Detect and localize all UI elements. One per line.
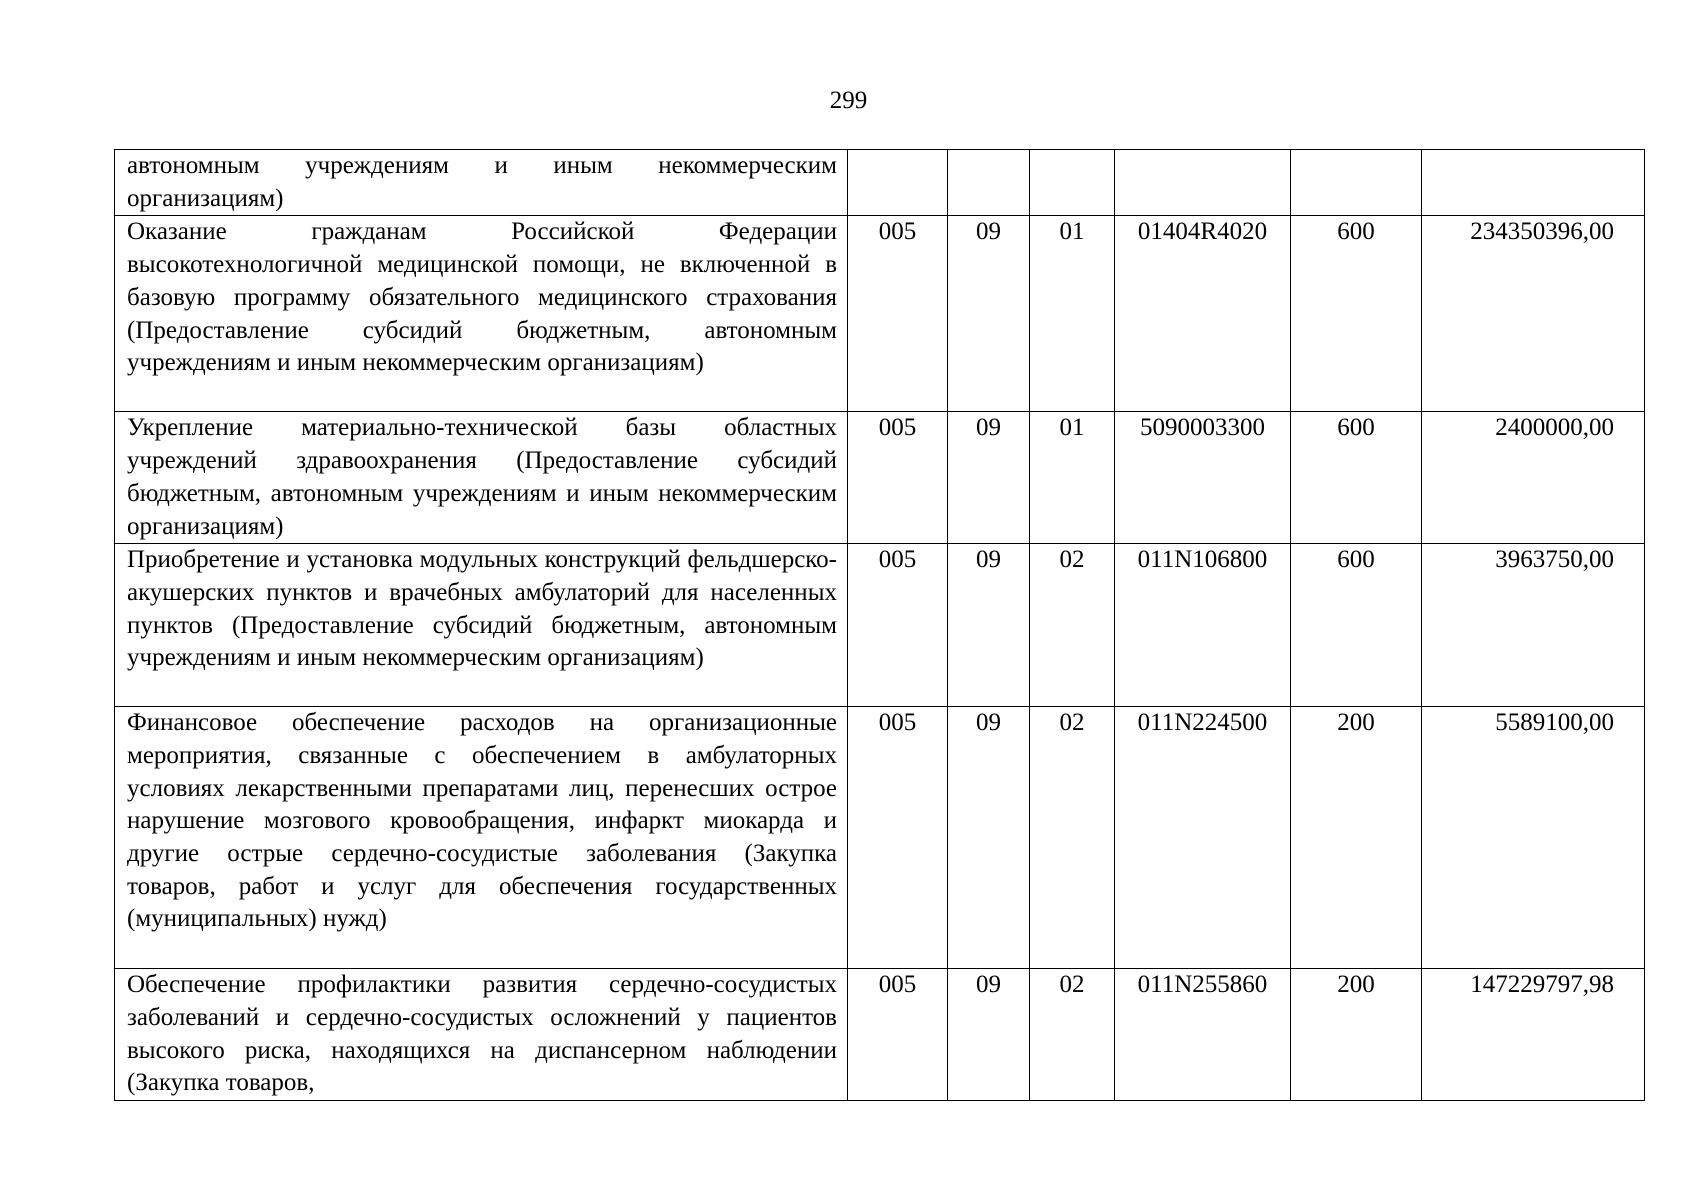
expense-type-code: 200 (1291, 969, 1422, 1101)
subsection-code: 02 (1030, 969, 1115, 1101)
section-code: 09 (948, 707, 1030, 969)
row-description: Укрепление материально-технической базы областных учреждений здравоохранения (Предоставление субсидий бюджетным, автономным учреждениям и иным некоммерческим организациям) (115, 412, 848, 544)
target-article-code: 011N106800 (1115, 544, 1291, 707)
table-row (115, 412, 1645, 544)
expense-type-code: 200 (1291, 707, 1422, 969)
section-code: 09 (948, 412, 1030, 544)
subsection-code (1030, 150, 1115, 216)
row-description: Обеспечение профилактики развития сердечно-сосудистых заболеваний и сердечно-сосудистых осложнений у пациентов высокого риска, находящихся на диспансерном наблюдении (Закупка товаров, (115, 969, 848, 1101)
section-code: 09 (948, 969, 1030, 1101)
amount: 234350396,00 (1422, 216, 1645, 412)
section-code: 09 (948, 544, 1030, 707)
page-number: 299 (829, 87, 868, 114)
ministry-code: 005 (848, 216, 948, 412)
target-article-code: 011N255860 (1115, 969, 1291, 1101)
expense-type-code: 600 (1291, 412, 1422, 544)
table-row (115, 707, 1645, 969)
subsection-code: 01 (1030, 216, 1115, 412)
ministry-code: 005 (848, 544, 948, 707)
table-row (115, 969, 1645, 1101)
subsection-code: 01 (1030, 412, 1115, 544)
amount: 5589100,00 (1422, 707, 1645, 969)
amount: 147229797,98 (1422, 969, 1645, 1101)
section-code (948, 150, 1030, 216)
table-row (115, 216, 1645, 412)
target-article-code: 011N224500 (1115, 707, 1291, 969)
expense-type-code: 600 (1291, 216, 1422, 412)
target-article-code: 5090003300 (1115, 412, 1291, 544)
ministry-code (848, 150, 948, 216)
ministry-code: 005 (848, 707, 948, 969)
ministry-code: 005 (848, 969, 948, 1101)
amount: 2400000,00 (1422, 412, 1645, 544)
row-description: Приобретение и установка модульных конструкций фельдшерско-акушерских пунктов и врачебных амбулаторий для населенных пунктов (Предоставление субсидий бюджетным, автономным учреждениям и иным некоммерческим организациям) (115, 544, 848, 707)
target-article-code (1115, 150, 1291, 216)
row-description: Финансовое обеспечение расходов на организационные мероприятия, связанные с обеспечением в амбулаторных условиях лекарственными препаратами лиц, перенесших острое нарушение мозгового кровообращения, инфаркт миокарда и другие острые сердечно-сосудистые заболевания (Закупка товаров, работ и услуг для обеспечения государственных (муниципальных) нужд) (115, 707, 848, 969)
expense-type-code: 600 (1291, 544, 1422, 707)
amount: 3963750,00 (1422, 544, 1645, 707)
subsection-code: 02 (1030, 544, 1115, 707)
table-row (115, 150, 1645, 216)
expense-type-code (1291, 150, 1422, 216)
row-description: Оказание гражданам Российской Федерации высокотехнологичной медицинской помощи, не включенной в базовую программу обязательного медицинского страхования (Предоставление субсидий бюджетным, автономным учреждениям и иным некоммерческим организациям) (115, 216, 848, 412)
ministry-code: 005 (848, 412, 948, 544)
row-description: автономным учреждениям и иным некоммерческим организациям) (115, 150, 848, 216)
budget-allocation-table (114, 149, 1645, 1101)
amount (1422, 150, 1645, 216)
subsection-code: 02 (1030, 707, 1115, 969)
table-row (115, 544, 1645, 707)
target-article-code: 01404R4020 (1115, 216, 1291, 412)
section-code: 09 (948, 216, 1030, 412)
